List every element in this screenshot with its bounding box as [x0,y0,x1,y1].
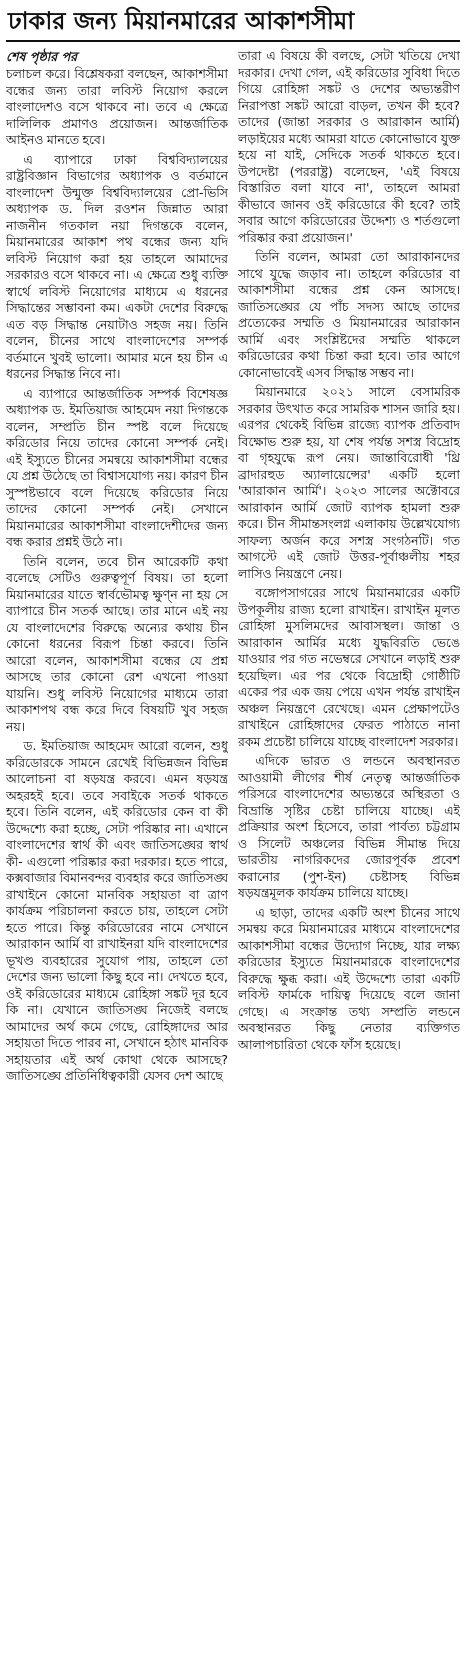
paragraph: এ ছাড়া, তাদের একটি অংশ চীনের সাথে সমন্বয় করে মিয়ানমারের মাধ্যমে বাংলাদেশের আকাশসীমা বন্ধের উদ্যোগ নিচ্ছে, যার লক্ষ্য করিডোর ইস্যুতে মিয়ানমারকে বাংলাদেশের বিরুদ্ধে ক্ষুব্ধ করা। এই উদ্দেশ্যে তারা একটি লবিস্ট ফার্মকে দায়িত্ব দিয়েছে বলে জানা গেছে। এ সংক্রান্ত তথ্য সম্প্রতি লন্ডনে অবস্থানরত কিছু নেতার ব্যক্তিগত আলাপচারিতা থেকে ফাঁস হয়েছে। [238,904,460,1052]
column-right [238,48,460,1653]
paragraph: বঙ্গোপসাগরের সাথে মিয়ানমারের একটি উপকূলীয় রাজ্য হলো রাখাইন। রাখাইন মূলত রোহিঙ্গা মুসলিমদের আবাসস্থল। জান্তা ও আরাকান আর্মির মধ্যে যুদ্ধবিরতি ভেঙে যাওয়ার পর গত নভেম্বরে সেখানে লড়াই শুরু হয়েছিল। এর পর থেকে বিদ্রোহী গোষ্ঠীটি একের পর এক জয় পেয়ে এখন পর্যন্ত রাখাইন অঞ্চল নিয়ন্ত্রণে রেখেছে। এমন প্রেক্ষাপটেও রাখাইনে রোহিঙ্গাদের ফেরত পাঠাতে নানা রকম প্রচেষ্টা চালিয়ে যাচ্ছে বাংলাদেশ সরকার। [238,585,460,749]
paragraph: তিনি বলেন, তবে চীন আরেকটি কথা বলেছে সেটিও গুরুত্বপূর্ণ বিষয়। তা হলো মিয়ানমারের যাতে স্বার্বভৌমত্ব ক্ষুণ্ন না হয় সে ব্যাপারে চীন সতর্ক আছে। তার মানে এই নয় যে বাংলাদেশের বিরুদ্ধে অন্যের কথায় চীন কোনো ধরনের বিরূপ চিন্তা করবে। তিনি আরো বলেন, আকাশসীমা বন্ধের যে প্রশ্ন আসছে তার কোনো রেশ এখনো পাওয়া যায়নি। শুধু লবিস্ট নিয়োগের মাধ্যমে তারা আকাশপথ বন্ধ করে দিবে বিষয়টি খুব সহজ নয়। [6,553,228,734]
paragraph: তারা এ বিষয়ে কী বলছে, সেটা খতিয়ে দেখা দরকার। দেখা গেল, এই করিডোর সুবিধা দিতে গিয়ে রোহিঙ্গা সঙ্কট ও দেশের অভ্যন্তরীণ নিরাপত্তা সঙ্কট আরো বাড়ল, তখন কী হবে? তাদের (জান্তা সরকার ও আরাকান আর্মি) লড়াইয়ের মধ্যে আমরা যাতে কোনোভাবে যুক্ত হয়ে না যাই, সেদিকে সতর্ক থাকতে হবে। উপদেষ্টা (পররাষ্ট্র) বলেছেন, 'এই বিষয়ে বিস্তারিত বলা যাবে না', তাহলে আমরা কীভাবে জানব ওই করিডোরে কী হবে? তাই সবার আগে করিডোরের উদ্দেশ্য ও শর্তগুলো পরিষ্কার করা প্রয়োজন।' [238,48,460,245]
paragraph: এ ব্যাপারে আন্তর্জাতিক সম্পর্ক বিশেষজ্ঞ অধ্যাপক ড. ইমতিয়াজ আহমেদ নয়া দিগন্তকে বলেন, সম্প্রতি চীন স্পষ্ট বলে দিয়েছে করিডোর নিয়ে তাদের কোনো সম্পর্ক নেই। এই ইস্যুতে চীনের সমন্বয়ে আকাশসীমা বন্ধের যে প্রশ্ন উঠেছে তা বিশ্বাসযোগ্য নয়। কারণ চীন সুস্পষ্টভাবে বলে দিয়েছে করিডোর নিয়ে তাদের কোনো সম্পর্ক নেই। সেখানে মিয়ানমারের আকাশসীমা বাংলাদেশীদের জন্য বন্ধ করার প্রশ্নই উঠে না। [6,385,228,549]
article-columns [6,48,460,1653]
headline: ঢাকার জন্য মিয়ানমারের আকাশসীমা [6,6,460,42]
column-left [6,48,228,1653]
paragraph: ড. ইমতিয়াজ আহমেদ আরো বলেন, শুধু করিডোরকে সামনে রেখেই বিভিন্নজন বিভিন্ন আলোচনা বা ষড়যন্ত্র করবে। এমন ষড়যন্ত্র অহরহই হবে। তবে সবাইকে সতর্ক থাকতে হবে। তিনি বলেন, এই করিডোর কেন বা কী উদ্দেশ্যে করা হচ্ছে, সেটা পরিষ্কার না। এখানে বাংলাদেশের স্বার্থ কী এবং জাতিসঙ্ঘের স্বার্থ কী- এগুলো পরিষ্কার করা দরকার। হতে পারে, কক্সবাজার বিমানবন্দর ব্যবহার করে জাতিসঙ্ঘ রাখাইনে কোনো মানবিক সহায়তা বা ত্রাণ কার্যক্রম পরিচালনা করতে চায়, তাহলে সেটা হতে পারে। কিন্তু করিডোরের নামে সেখানে আরাকান আর্মি বা রাখাইনরা যদি বাংলাদেশের ভূখণ্ড ব্যবহারের সুযোগ পায়, তাহলে তো দেশের জন্য ভালো কিছু হবে না। দেখতে হবে, ওই করিডোরের মাধ্যমে রোহিঙ্গা সঙ্কট দূর হবে কি না। যেখানে জাতিসঙ্ঘ নিজেই বলছে আমাদের অর্থ কমে গেছে, রোহিঙ্গাদের আর সহায়তা দিতে পারব না, সেখানে হঠাৎ মানবিক সহায়তার এই অর্থ কোথা থেকে আসছে? জাতিসঙ্ঘে প্রতিনিধিত্বকারী যেসব দেশ আছে [6,738,228,1083]
paragraph: এ ব্যাপারে ঢাকা বিশ্ববিদ্যালয়ের রাষ্ট্রবিজ্ঞান বিভাগের অধ্যাপক ও বর্তমানে বাংলাদেশ উন্মুক্ত বিশ্ববিদ্যালয়ের প্রো-ভিসি অধ্যাপক ড. দিল রওশন জিন্নাত আরা নাজনীন গতকাল নয়া দিগন্তকে বলেন, মিয়ানমারের আকাশ পথ বন্ধের জন্য যদি লবিস্ট নিয়োগ করা হয় তাহলে আমাদের সরকারও বসে থাকবে না। এ ক্ষেত্রে শুধু ব্যক্তি স্বার্থে লবিস্ট নিয়োগের মাধ্যমে এ ধরনের সিদ্ধান্তের সম্ভাবনা কম। একটা দেশের বিরুদ্ধে এত বড় সিদ্ধান্ত নেয়াটাও সহজ নয়। তিনি বলেন, চীনের সাথে বাংলাদেশের সম্পর্ক বর্তমানে খুবই ভালো। আমার মনে হয় চীন এ ধরনের সিদ্ধান্ত নিবে না। [6,151,228,381]
paragraph: মিয়ানমারে ২০২১ সালে বেসামরিক সরকার উৎখাত করে সামরিক শাসন জারি হয়। এরপর থেকেই বিভিন্ন রাজ্যে ব্যাপক প্রতিবাদ বিক্ষোভ শুরু হয়, যা শেষ পর্যন্ত সশস্ত্র বিদ্রোহ বা গৃহযুদ্ধে রূপ নেয়। জান্তাবিরোধী 'থ্রি ব্রাদারহুড অ্যালায়েন্সের' একটি হলো 'আরাকান আর্মি'। ২০২৩ সালের অক্টোবরে আরাকান আর্মি জোট ব্যাপক হামলা শুরু করে। চীন সীমান্তসংলগ্ন এলাকায় উল্লেখযোগ্য সাফল্য অর্জন করে সশস্ত্র সংগঠনটি। গত আগস্টে এই জোট উত্তর-পূর্বাঞ্চলীয় শহর লাসিও নিয়ন্ত্রণে নেয়। [238,384,460,581]
paragraph: চলাচল করে। বিশ্লেষকরা বলছেন, আকাশসীমা বন্ধের জন্য তারা লবিস্ট নিয়োগ করলে বাংলাদেশও বসে থাকবে না। তবে এ ক্ষেত্রে দালিলিক প্রমাণও প্রয়োজন। আন্তর্জাতিক আইনও মানতে হবে। [6,66,228,147]
paragraph: এদিকে ভারত ও লন্ডনে অবস্থানরত আওয়ামী লীগের শীর্ষ নেতৃত্ব আন্তর্জাতিক পরিসরে বাংলাদেশের অভ্যন্তরে অস্থিরতা ও বিভ্রান্তি সৃষ্টির চেষ্টা চালিয়ে যাচ্ছে। এই প্রক্রিয়ার অংশ হিসেবে, তারা পার্বত্য চট্টগ্রাম ও সিলেট অঞ্চলের বিভিন্ন সীমান্ত দিয়ে ভারতীয় নাগরিকদের জোরপূর্বক প্রবেশ করানোর (পুশ-ইন) চেষ্টাসহ বিভিন্ন ষড়যন্ত্রমূলক কার্যক্রম চালিয়ে যাচ্ছে। [238,753,460,900]
continued-from-label: শেষ পৃষ্ঠার পর [6,49,78,64]
paragraph: তিনি বলেন, আমরা তো আরাকানদের সাথে যুদ্ধে জড়াব না। তাহলে করিডোর বা আকাশসীমা বন্ধের প্রশ্ন কেন আসছে। জাতিসঙ্ঘের যে পাঁচ সদস্য আছে তাদের প্রত্যেকের সম্মতি ও মিয়ানমারের আরাকান আর্মি এবং সংশ্লিষ্টদের সম্মতি থাকলে করিডোরের কথা চিন্তা করা হবে। তার আগে কোনোভাবেই এসব সিদ্ধান্ত সম্ভব না। [238,249,460,380]
